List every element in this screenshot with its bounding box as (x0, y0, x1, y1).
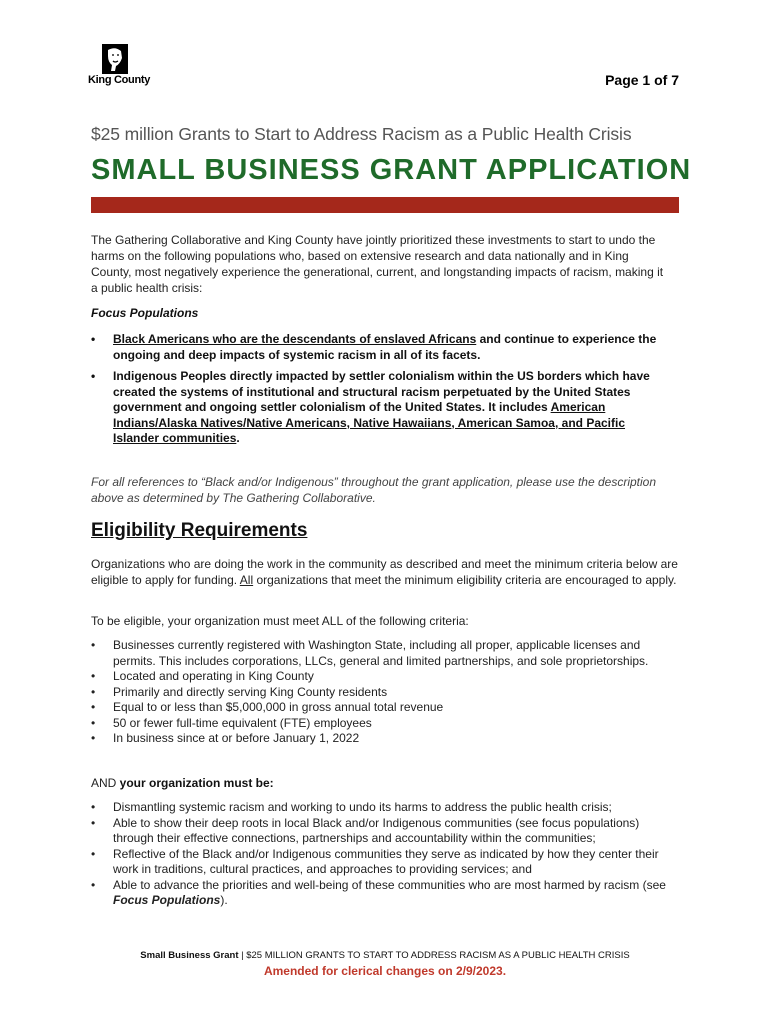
king-county-emblem-icon (102, 44, 128, 74)
footer-text: | $25 MILLION GRANTS TO START TO ADDRESS RACISM AS A PUBLIC HEALTH CRISIS (238, 950, 630, 961)
references-note: For all references to “Black and/or Indigenous” throughout the grant application, please use the description above as determined by The Gathering Collaborative. (91, 475, 657, 505)
criteria-intro: To be eligible, your organization must meet ALL of the following criteria: (91, 614, 469, 628)
focus-populations-list (91, 332, 671, 453)
eligibility-intro (91, 556, 679, 588)
king-county-logo (88, 44, 150, 90)
list-item-text: Indigenous Peoples directly impacted by settler colonialism within the US borders which have created the systems of institutional and structural racism perpetuated by the United States government and ongoing settler colonialism of the United States. It includes (113, 369, 650, 414)
must-be-list (91, 800, 671, 909)
list-item: • Primarily and directly serving King County residents (91, 685, 671, 701)
list-item-text: Able to advance the priorities and well-being of these communities who are most harmed by racism (see (113, 877, 666, 892)
eligibility-heading: Eligibility Requirements (91, 520, 308, 541)
black-americans-link[interactable]: Black Americans who are the descendants of enslaved Africans (113, 332, 477, 346)
list-item (91, 332, 671, 363)
list-item (91, 369, 671, 447)
page-footer (0, 950, 770, 961)
list-item: • In business since at or before January 1, 2022 (91, 731, 671, 747)
list-item: • Dismantling systemic racism and working to undo its harms to address the public health crisis; (91, 800, 671, 816)
amended-notice: Amended for clerical changes on 2/9/2023. (263, 964, 507, 978)
footer-program-name: Small Business Grant (140, 950, 239, 961)
list-item: • Reflective of the Black and/or Indigenous communities they serve as indicated by how they center their work in traditions, cultural practices, and approaches to providing services; and (91, 847, 671, 878)
page-number: Page 1 of 7 (605, 72, 679, 88)
list-item: • 50 or fewer full-time equivalent (FTE) employees (91, 716, 671, 732)
list-item: • Businesses currently registered with Washington State, including all proper, applicable licenses and permits. This includes corporations, LLCs, general and limited partnerships, and sole proprietorships. (91, 638, 671, 669)
list-item-text: . (236, 431, 240, 445)
eligibility-all-emphasis: All (239, 573, 254, 587)
logo-text: King County (88, 74, 151, 86)
focus-populations-heading: Focus Populations (91, 306, 199, 320)
focus-populations-reference: Focus Populations (113, 893, 221, 907)
and-must-be-line (91, 776, 274, 790)
and-prefix: AND (91, 776, 120, 790)
indigenous-communities-link[interactable]: American Indians/Alaska Natives/Native Americans, Native Hawaiians, American Samoa, and Pacific Islander communities (113, 400, 626, 445)
eligibility-intro-text: organizations that meet the minimum eligibility criteria are encouraged to apply. (253, 573, 677, 587)
must-be-label: your organization must be: (119, 776, 274, 790)
list-item-text: and continue to experience the ongoing and deep impacts of systemic racism in all of its facets. (113, 332, 657, 362)
list-item: • Equal to or less than $5,000,000 in gross annual total revenue (91, 700, 671, 716)
eligibility-intro-text: Organizations who are doing the work in the community as described and meet the minimum criteria below are eligible to apply for funding. (91, 557, 678, 587)
list-item: • Able to show their deep roots in local Black and/or Indigenous communities (see focus populations) through their effective connections, partnerships and accountability within the communities; (91, 816, 671, 847)
list-item-text: ). (220, 893, 228, 907)
list-item: • Located and operating in King County (91, 669, 671, 685)
document-title: SMALL BUSINESS GRANT APPLICATION (91, 154, 692, 186)
list-item (91, 878, 671, 909)
criteria-list (91, 638, 671, 747)
intro-paragraph: The Gathering Collaborative and King County have jointly prioritized these investments to start to undo the harms on the following populations who, based on extensive research and data nationally and in King County, most negatively experience the generational, current, and longstanding impacts of racism, making it a public health crisis: (91, 233, 664, 295)
document-subtitle: $25 million Grants to Start to Address Racism as a Public Health Crisis (91, 124, 632, 144)
title-divider-bar (91, 197, 679, 213)
